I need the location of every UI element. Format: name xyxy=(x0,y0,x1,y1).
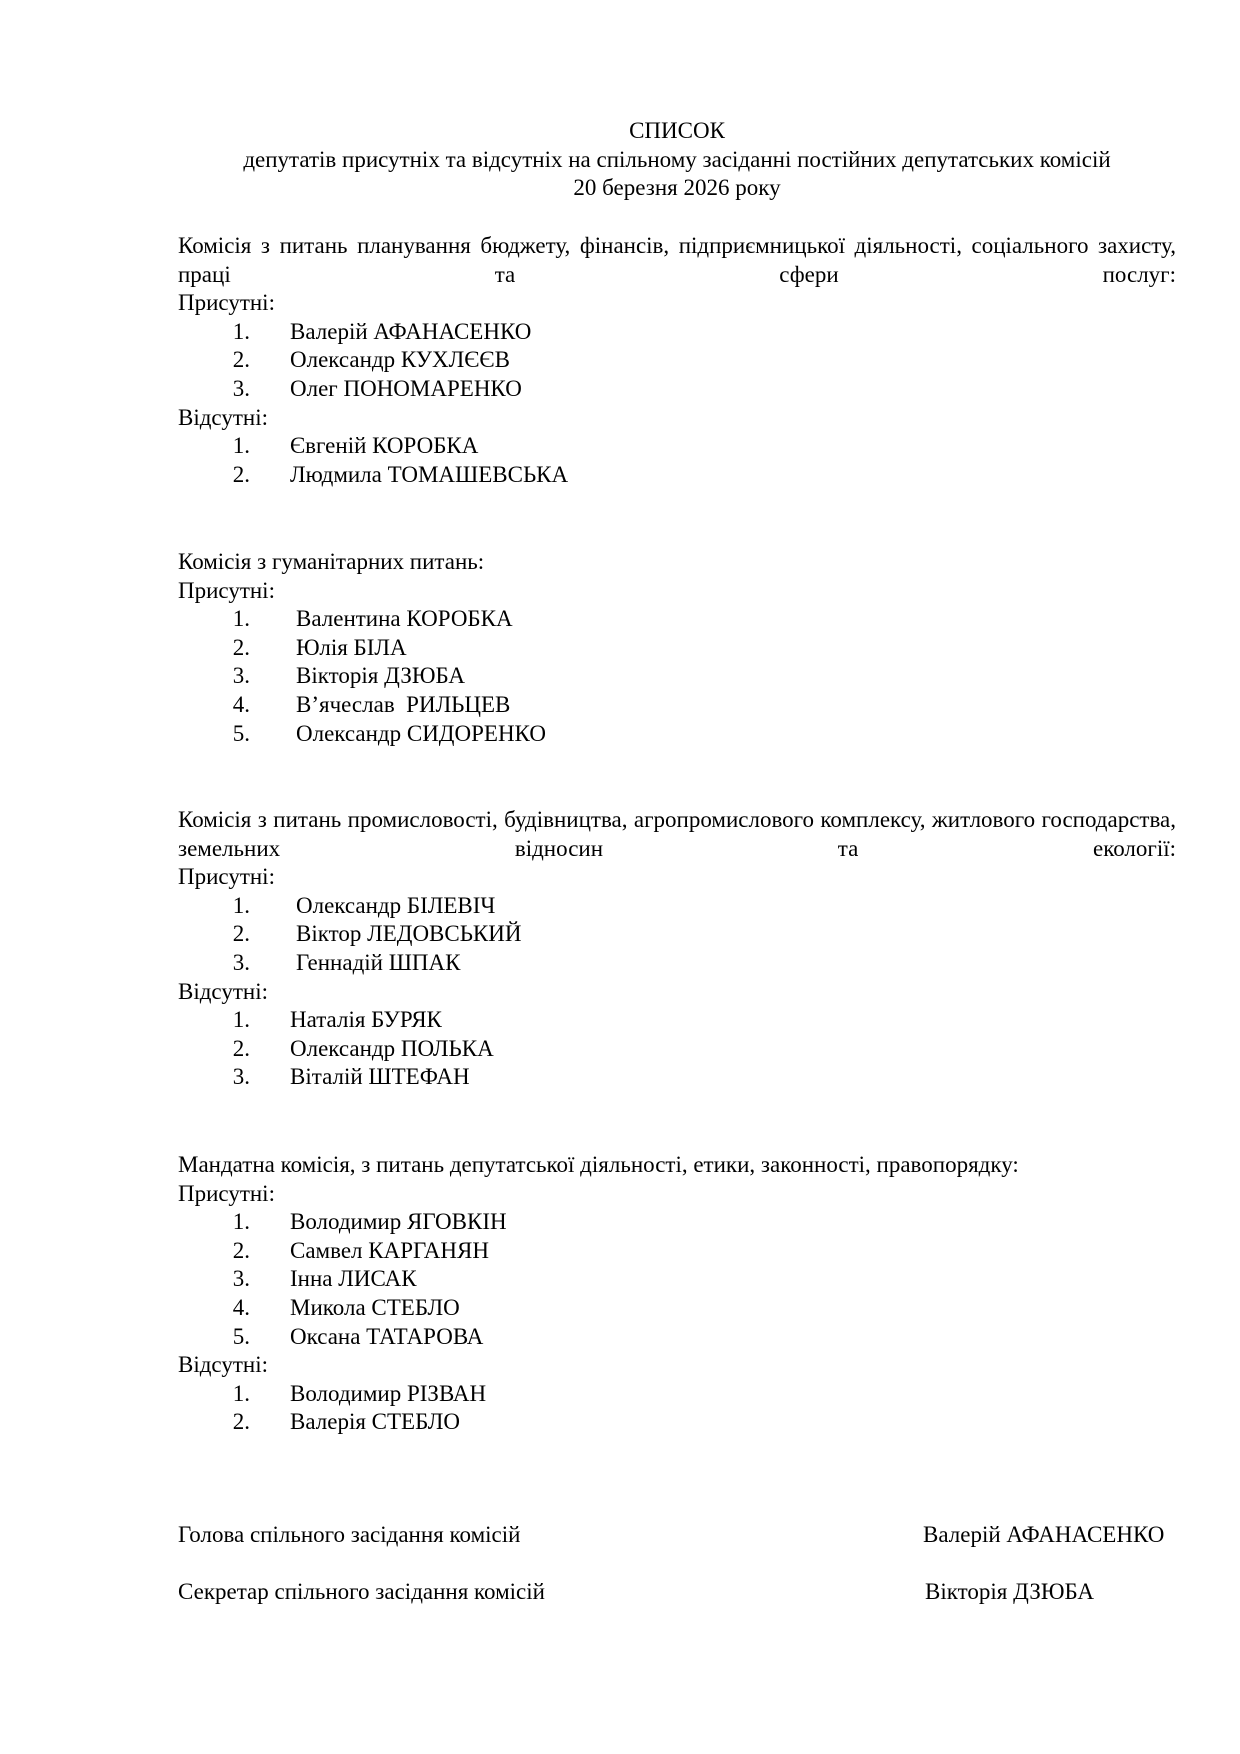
list-item: 2. Олександр КУХЛЄЄВ xyxy=(232,347,510,373)
list-item: 4. Микола СТЕБЛО xyxy=(232,1294,460,1320)
absent-list xyxy=(178,1006,1176,1092)
absent-label: Відсутні: xyxy=(178,404,268,430)
list-item: 2. Самвел КАРГАНЯН xyxy=(232,1237,489,1263)
signature-secretary xyxy=(178,1578,1176,1608)
present-label: Присутні: xyxy=(178,1180,275,1206)
present-label: Присутні: xyxy=(178,290,275,316)
list-item: 2. Юлія БІЛА xyxy=(232,634,407,660)
list-item: 3. Віталій ШТЕФАН xyxy=(232,1064,470,1090)
commission-mandate xyxy=(178,1151,1176,1437)
list-item: 1. Володимир РІЗВАН xyxy=(232,1380,487,1406)
absent-list xyxy=(178,1380,1176,1437)
list-item: 2. Віктор ЛЕДОВСЬКИЙ xyxy=(232,921,522,947)
list-item: 1. Наталія БУРЯК xyxy=(232,1007,442,1033)
document-heading: СПИСОК xyxy=(629,118,725,143)
document-subheading: депутатів присутніх та відсутніх на спільному засіданні постійних депутатських комісій xyxy=(243,146,1111,172)
present-list xyxy=(178,318,1176,404)
list-item: 1. Євгеній КОРОБКА xyxy=(232,433,479,459)
list-item: 4. В’ячеслав РИЛЬЦЕВ xyxy=(232,691,511,717)
list-item: 1. Валерій АФАНАСЕНКО xyxy=(232,318,532,344)
present-label: Присутні: xyxy=(178,864,275,890)
signature-name: Вікторія ДЗЮБА xyxy=(925,1579,1095,1604)
absent-list xyxy=(178,432,1176,489)
present-label: Присутні: xyxy=(178,577,275,603)
commission-title: Комісія з питань планування бюджету, фінансів, підприємницької діяльності, соціального захисту, праці та сфери послуг: xyxy=(178,233,1176,287)
signature-role: Голова спільного засідання комісій xyxy=(178,1522,521,1547)
commission-title: Комісія з питань промисловості, будівництва, агропромислового комплексу, житлового господарства, земельних відносин та екології: xyxy=(178,807,1176,861)
signature-role: Секретар спільного засідання комісій xyxy=(178,1579,545,1604)
list-item: 3. Олег ПОНОМАРЕНКО xyxy=(232,375,522,401)
list-item: 3. Інна ЛИСАК xyxy=(232,1266,417,1292)
commission-budget xyxy=(178,232,1176,489)
present-list xyxy=(178,1208,1176,1351)
document-date: 20 березня 2026 року xyxy=(573,175,781,201)
list-item: 3. Геннадій ШПАК xyxy=(232,949,461,975)
commission-industry xyxy=(178,806,1176,1092)
present-list xyxy=(178,605,1176,748)
list-item: 5. Оксана ТАТАРОВА xyxy=(232,1323,484,1349)
list-item: 5. Олександр СИДОРЕНКО xyxy=(232,720,546,746)
list-item: 1. Олександр БІЛЕВІЧ xyxy=(232,892,496,918)
list-item: 3. Вікторія ДЗЮБА xyxy=(232,663,466,689)
document-header xyxy=(178,117,1176,203)
list-item: 2. Олександр ПОЛЬКА xyxy=(232,1035,494,1061)
list-item: 1. Валентина КОРОБКА xyxy=(232,606,513,632)
absent-label: Відсутні: xyxy=(178,978,268,1004)
list-item: 2. Людмила ТОМАШЕВСЬКА xyxy=(232,461,569,487)
commission-title: Мандатна комісія, з питань депутатської діяльності, етики, законності, правопорядку: xyxy=(178,1152,1019,1177)
signature-chair xyxy=(178,1521,1176,1551)
list-item: 2. Валерія СТЕБЛО xyxy=(232,1409,460,1435)
list-item: 1. Володимир ЯГОВКІН xyxy=(232,1209,507,1235)
present-list xyxy=(178,892,1176,978)
commission-humanitarian xyxy=(178,548,1176,748)
absent-label: Відсутні: xyxy=(178,1352,268,1378)
commission-title: Комісія з гуманітарних питань: xyxy=(178,549,485,574)
signature-name: Валерій АФАНАСЕНКО xyxy=(923,1522,1165,1547)
